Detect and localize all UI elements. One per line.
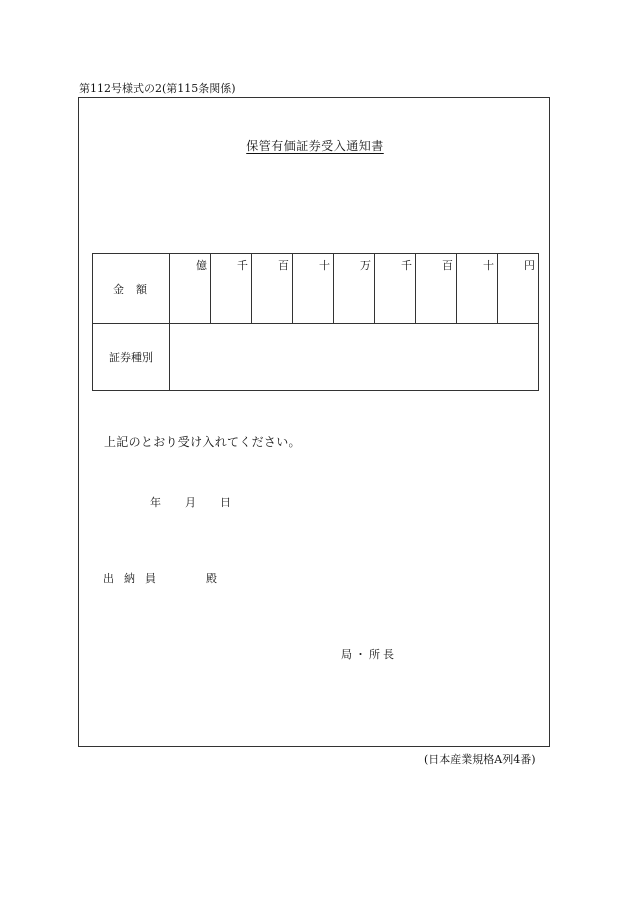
form-title-text: 保管有価証券受入通知書: [246, 139, 384, 153]
honorific: 殿: [206, 572, 217, 585]
digit-header-oku: 億: [196, 259, 207, 272]
digit-header-man: 万: [360, 259, 371, 272]
digit-cell-juu-man[interactable]: [293, 254, 334, 324]
form-frame: [78, 97, 550, 747]
digit-cell-sen-man[interactable]: [211, 254, 252, 324]
amount-table: [92, 253, 539, 391]
digit-header-hyaku: 百: [442, 259, 453, 272]
form-title: [0, 137, 630, 154]
digit-cell-sen[interactable]: [375, 254, 416, 324]
digit-cell-hyaku-man[interactable]: [252, 254, 293, 324]
date-year-label: 年: [150, 496, 161, 509]
digit-cell-oku[interactable]: [170, 254, 211, 324]
securities-type-label-cell: [93, 324, 170, 391]
amount-label: 金額: [113, 282, 159, 296]
digit-header-sen-man: 千: [237, 259, 248, 272]
digit-header-juu-man: 十: [319, 259, 330, 272]
digit-header-juu: 十: [483, 259, 494, 272]
digit-header-sen: 千: [401, 259, 412, 272]
director-label: 局・所長: [341, 648, 397, 661]
securities-type-label: 証券種別: [109, 351, 153, 364]
digit-cell-en[interactable]: [498, 254, 539, 324]
date-month-label: 月: [185, 496, 196, 509]
digit-cell-juu[interactable]: [457, 254, 498, 324]
amount-row: [93, 254, 539, 324]
request-text: 上記のとおり受け入れてください。: [104, 435, 301, 449]
form-number: 第112号様式の2(第115条関係): [79, 82, 236, 95]
digit-header-en: 円: [524, 259, 535, 272]
date-day-label: 日: [220, 496, 231, 509]
amount-label-cell: [93, 254, 170, 324]
paper-standard: (日本産業規格A列4番): [424, 753, 536, 766]
cashier-label: 出納員: [103, 572, 166, 585]
digit-header-hyaku-man: 百: [278, 259, 289, 272]
digit-cell-hyaku[interactable]: [416, 254, 457, 324]
digit-cell-man[interactable]: [334, 254, 375, 324]
securities-type-row: [93, 324, 539, 391]
securities-type-field[interactable]: [170, 324, 539, 391]
